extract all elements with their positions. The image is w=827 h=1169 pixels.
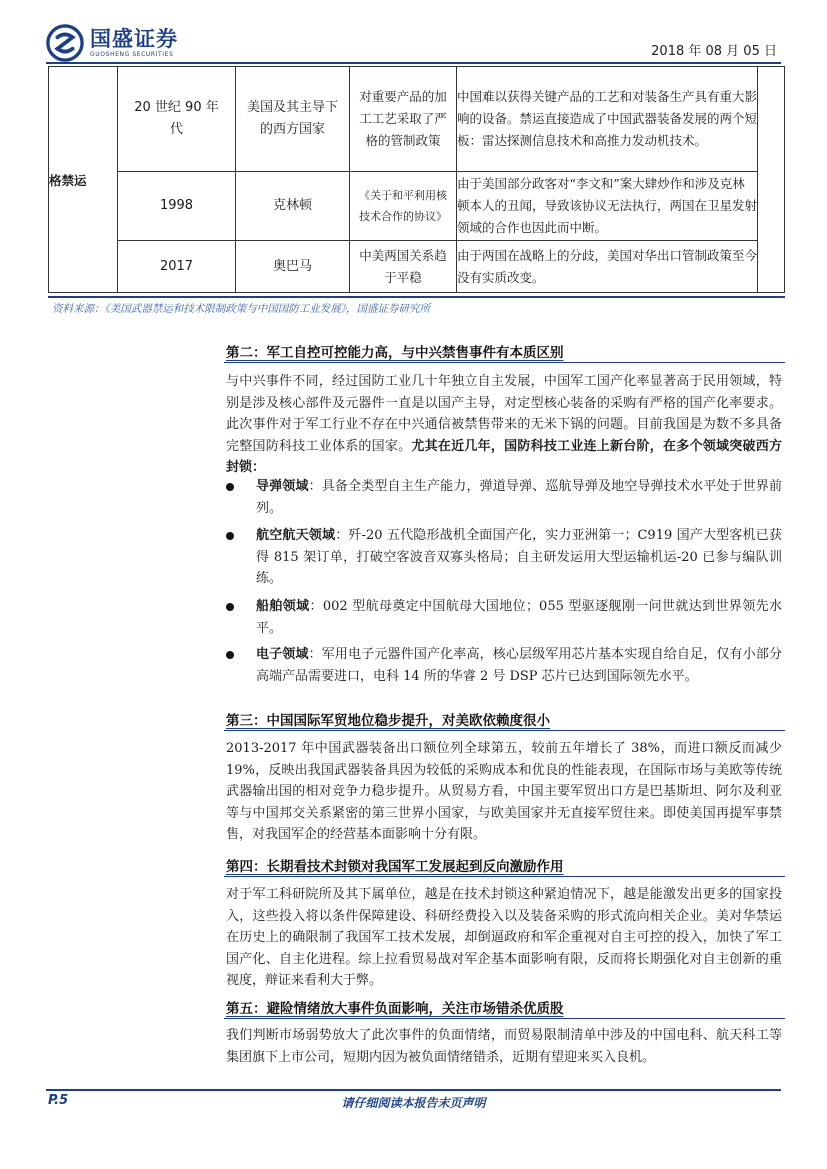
table-row	[49, 241, 785, 293]
page-number: P.5	[48, 1093, 69, 1108]
list-item	[226, 596, 782, 639]
section-2-text-bold: 尤其在近几年，国防科技工业连上新台阶，在多个领域突破西方封锁：	[226, 438, 782, 475]
table-cell-actor: 克林顿	[236, 172, 350, 241]
section-5-title: 第五：避险情绪放大事件负面影响，关注市场错杀优质股	[226, 1001, 564, 1017]
section-4-paragraph: 对于军工科研院所及其下属单位，越是在技术封锁这种紧迫情况下，越是能激发出更多的国家投入，这些投入将以条件保障建设、科研经费投入以及装备采购的形式流向相关企业。美对华禁运在历史上的确限制了我国军工技术发展，却倒逼政府和军企重视对自主可控的投入，加快了军工国产化、自主化进程。综上拉看贸易战对军企基本面影响有限，反而将长期强化对自主创新的重视度，辩证来看利大于弊。	[226, 887, 782, 988]
page-header	[0, 0, 827, 64]
section-4-title: 第四：长期看技术封锁对我国军工发展起到反向激励作用	[226, 859, 564, 875]
bullet-dot-icon	[226, 532, 234, 540]
table-cell-year: 1998	[118, 172, 236, 241]
bullet-dot-icon	[226, 651, 234, 659]
bullet-dot-icon	[226, 603, 234, 611]
section-2-rule	[224, 362, 785, 363]
section-2-title: 第二：军工自控可控能力高，与中兴禁售事件有本质区别	[226, 345, 564, 361]
embargo-table	[48, 66, 785, 293]
section-5-paragraph: 我们判断市场弱势放大了此次事件的负面情绪，而贸易限制清单中涉及的中国电科、航天科工等集团旗下上市公司，短期内因为被负面情绪错杀，近期有望迎来买入良机。	[226, 1028, 782, 1065]
footer-disclaimer: 请仔细阅读本报告末页声明	[341, 1096, 486, 1110]
bullet-label: 航空航天领域	[256, 528, 336, 543]
table-row	[49, 172, 785, 241]
section-3-paragraph: 2013-2017 年中国武器装备出口额位列全球第五，较前五年增长了 38%，而进口额反而减少 19%，反映出我国武器装备具因为较低的采购成本和优良的性能表现，在国际市场与美欧等传统武器输出国的相对竞争力稳步提升。从贸易方看，中国主要军贸出口方是巴基斯坦、阿尔及利亚等与中国邦交关系紧密的第三世界小国家，与欧美国家并无直接军贸往来。即使美国再提军事禁售，对我国军企的经营基本面影响十分有限。	[226, 741, 782, 842]
footer-divider	[46, 1089, 781, 1091]
bullet-label: 导弹领域	[256, 479, 309, 494]
section-4-rule	[224, 876, 785, 877]
section-2-text: 与中兴事件不同，经过国防工业几十年独立自主发展，中国军工国产化率显著高于民用领域，特别是涉及核心部件及元器件一直是以国产主导，对定型核心装备的采购有严格的国产化率要求。此次事件对于军工行业不存在中兴通信被禁售带来的无米下锅的问题。目前我国是为数不多具备完整国防科技工业体系的国家。	[226, 374, 782, 454]
list-item	[226, 525, 782, 590]
table-cell-effect: 由于两国在战略上的分歧，美国对华出口管制政策至今没有实质改变。	[457, 241, 758, 293]
table-cell-year: 2017	[118, 241, 236, 293]
brand-logo	[46, 24, 178, 62]
section-5-rule	[224, 1018, 785, 1019]
bullet-label: 船舶领域	[256, 599, 310, 614]
table-cell-actor: 奥巴马	[236, 241, 350, 293]
table-bottom-rule	[48, 296, 785, 298]
guosheng-logo-icon	[46, 24, 84, 62]
bullet-text: ：歼-20 五代隐形战机全面国产化，实力亚洲第一；C919 国产大型客机已获得 815 架订单，打破空客波音双寡头格局；自主研发运用大型运输机运-20 已参与编队训练。	[256, 528, 782, 586]
bullet-label: 电子领域	[256, 647, 309, 662]
list-item	[226, 476, 782, 519]
report-date: 2018 年 08 月 05 日	[651, 44, 777, 59]
bullet-text: ：002 型航母奠定中国航母大国地位；055 型驱逐舰刚一问世就达到世界领先水平。	[256, 599, 782, 636]
table-cell-action: 中美两国关系趋于平稳	[350, 241, 457, 293]
table-cell-effect: 中国难以获得关键产品的工艺和对装备生产具有重大影响的设备。禁运直接造成了中国武器装备发展的两个短板：雷达探测信息技术和高推力发动机技术。	[457, 67, 758, 172]
brand-name-cn: 国盛证券	[90, 27, 178, 51]
section-3-title: 第三：中国国际军贸地位稳步提升，对美欧依赖度很小	[226, 713, 550, 729]
section-3-rule	[224, 730, 785, 731]
table-row	[49, 67, 785, 172]
table-cell-action: 对重要产品的加工工艺采取了严格的管制政策	[350, 67, 457, 172]
section-2-paragraph	[226, 371, 782, 479]
table-cell-action: 《关于和平利用核技术合作的协议》	[350, 172, 457, 241]
table-category: 格禁运	[49, 67, 118, 293]
table-cell-year: 20 世纪 90 年代	[118, 67, 236, 172]
bullet-dot-icon	[226, 483, 234, 491]
bullet-text: ：具备全类型自主生产能力，弹道导弹、巡航导弹及地空导弹技术水平处于世界前列。	[256, 479, 782, 516]
header-divider	[46, 62, 781, 64]
bullet-text: ：军用电子元器件国产化率高，核心层级军用芯片基本实现自给自足，仅有小部分高端产品需要进口，电科 14 所的华睿 2 号 DSP 芯片已达到国际领先水平。	[256, 647, 782, 684]
table-source: 资料来源：《美国武器禁运和技术限制政策与中国国防工业发展》，国盛证券研究所	[52, 303, 430, 315]
table-cell-effect: 由于美国部分政客对“李文和”案大肆炒作和涉及克林顿本人的丑闻，导致该协议无法执行，两国在卫星发射领域的合作也因此而中断。	[457, 172, 758, 241]
brand-name-en: GUOSHENG SECURITIES	[90, 51, 174, 58]
table-cell-actor: 美国及其主导下的西方国家	[236, 67, 350, 172]
list-item	[226, 644, 782, 687]
